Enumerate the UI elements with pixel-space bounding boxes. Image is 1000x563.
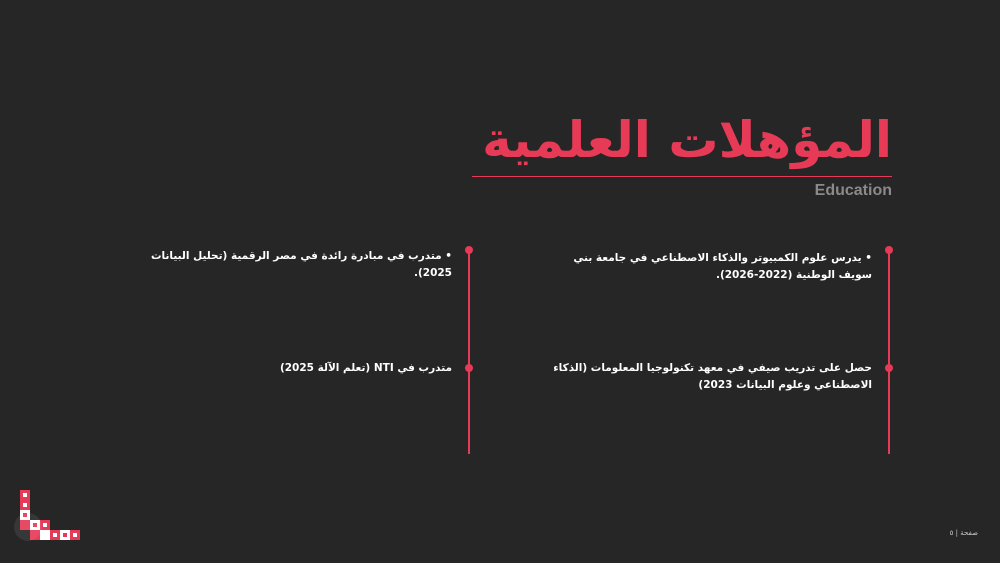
timeline-dot <box>885 364 893 372</box>
timeline-item: حصل على تدريب صيفي في معهد تكنولوجيا المعلومات (الذكاء الاصطناعي وعلوم البيانات 2023) <box>553 362 872 391</box>
timeline-dot <box>885 246 893 254</box>
page-number: صفحة | ٥ <box>949 529 978 537</box>
timeline-dot <box>465 364 473 372</box>
title-divider <box>472 176 892 177</box>
timeline-line-right <box>888 250 890 454</box>
timeline-dot <box>465 246 473 254</box>
timeline-item: متدرب في NTI (تعلم الآلة 2025) <box>279 362 452 374</box>
page-title: المؤهلات العلمية <box>482 111 892 169</box>
timeline-item: • يدرس علوم الكمبيوتر والذكاء الاصطناعي في جامعة بني سويف الوطنية (2022-2026). <box>573 252 872 281</box>
pixel-logo-icon <box>10 487 80 552</box>
timeline-item: • متدرب في مبادرة رائدة في مصر الرقمية (تحليل البيانات 2025). <box>150 250 452 279</box>
timeline-line-left <box>468 250 470 454</box>
page-subtitle: Education <box>814 182 892 199</box>
